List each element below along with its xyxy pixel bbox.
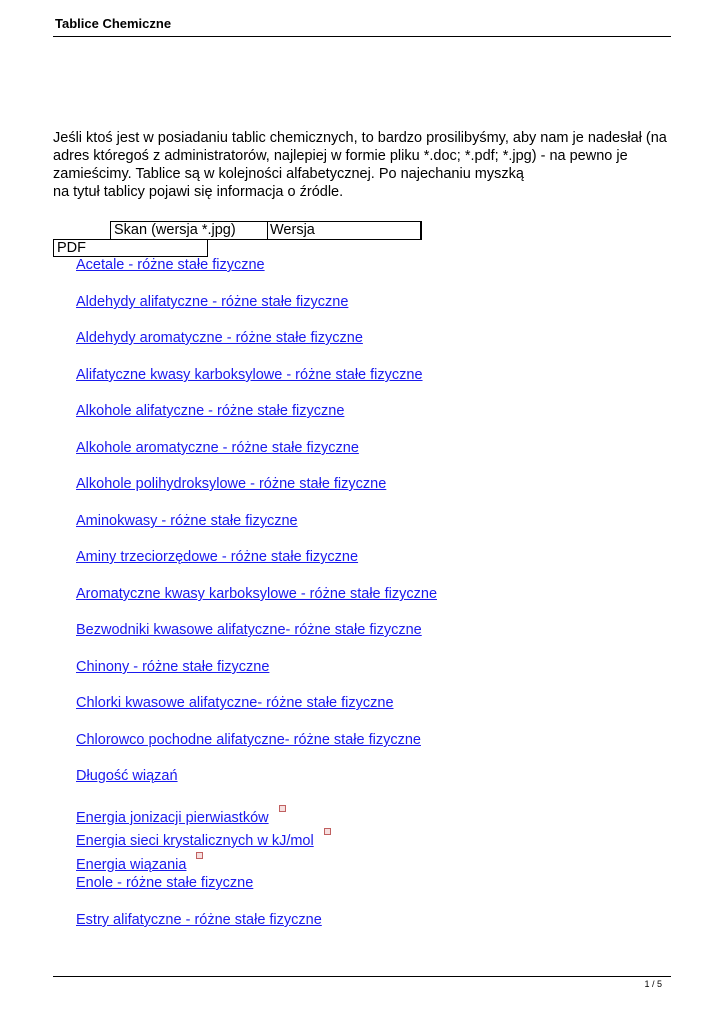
table-link-label: Energia wiązania	[76, 857, 187, 873]
table-link[interactable]	[73, 732, 421, 749]
table-link-label: Chinony - różne stałe fizyczne	[76, 659, 270, 675]
table-link-label: Aldehydy alifatyczne - różne stałe fizyczne	[76, 294, 349, 310]
intro-line: Jeśli ktoś jest w posiadaniu tablic chemicznych, to bardzo prosilibyśmy, aby nam je nadesłał (na	[53, 130, 667, 146]
table-link[interactable]	[73, 622, 422, 639]
intro-line: adres któregoś z administratorów, najlepiej w formie pliku *.doc; *.pdf; *.jpg) - na pewno je	[53, 148, 628, 164]
table-link-label: Acetale - różne stałe fizyczne	[76, 257, 265, 273]
table-link[interactable]	[73, 805, 286, 827]
table-link[interactable]	[73, 440, 359, 457]
table-link-label: Chlorowco pochodne alifatyczne- różne stałe fizyczne	[76, 732, 421, 748]
table-link-label: Długość wiązań	[76, 768, 178, 784]
table-link-label: Bezwodniki kwasowe alifatyczne- różne stałe fizyczne	[76, 622, 422, 638]
table-link[interactable]	[73, 476, 386, 493]
table-link[interactable]	[73, 330, 363, 347]
table-link-label: Estry alifatyczne - różne stałe fizyczne	[76, 912, 322, 928]
table-link[interactable]	[73, 768, 178, 785]
table-link-label: Aminokwasy - różne stałe fizyczne	[76, 513, 298, 529]
footer-divider	[53, 976, 671, 977]
broken-image-icon	[324, 828, 331, 835]
table-link-label: Energia jonizacji pierwiastków	[76, 810, 269, 826]
table-link-label: Aminy trzeciorzędowe - różne stałe fizyczne	[76, 549, 359, 565]
intro-line: zamieścimy. Tablice są w kolejności alfabetycznej. Po najechaniu myszką	[53, 166, 524, 182]
table-link[interactable]	[73, 695, 394, 712]
table-link-label: Aldehydy aromatyczne - różne stałe fizyczne	[76, 330, 363, 346]
scan-column-header: Skan (wersja *.jpg)	[114, 222, 236, 238]
table-link[interactable]	[73, 257, 265, 274]
table-link-label: Alifatyczne kwasy karboksylowe - różne stałe fizyczne	[76, 367, 423, 383]
page-title: Tablice Chemiczne	[55, 16, 172, 31]
table-link-label: Enole - różne stałe fizyczne	[76, 875, 254, 891]
table-link[interactable]	[73, 549, 358, 566]
table-link-label: Alkohole alifatyczne - różne stałe fizyczne	[76, 403, 345, 419]
table-link-label: Alkohole aromatyczne - różne stałe fizyczne	[76, 440, 359, 456]
version-column-header: Wersja	[267, 222, 315, 239]
page-number: 1 / 5	[644, 979, 662, 989]
table-link-label: Alkohole polihydroksylowe - różne stałe fizyczne	[76, 476, 387, 492]
broken-image-icon	[196, 852, 203, 859]
table-link[interactable]	[73, 294, 348, 311]
table-link[interactable]	[73, 403, 344, 420]
table-link[interactable]	[73, 586, 437, 603]
table-link[interactable]	[73, 367, 423, 384]
table-link-label: Energia sieci krystalicznych w kJ/mol	[76, 833, 314, 849]
broken-image-icon	[279, 805, 286, 812]
pdf-column-header: PDF	[53, 239, 208, 257]
table-link-label: Aromatyczne kwasy karboksylowe - różne stałe fizyczne	[76, 586, 438, 602]
table-link[interactable]	[73, 828, 331, 850]
table-link[interactable]	[73, 659, 269, 676]
table-link-label: Chlorki kwasowe alifatyczne- różne stałe fizyczne	[76, 695, 394, 711]
table-link[interactable]	[73, 852, 203, 874]
table-link[interactable]	[73, 875, 253, 892]
intro-line: na tytuł tablicy pojawi się informacja o źródle.	[53, 184, 344, 200]
table-link[interactable]	[73, 513, 298, 530]
table-link[interactable]	[73, 912, 322, 929]
